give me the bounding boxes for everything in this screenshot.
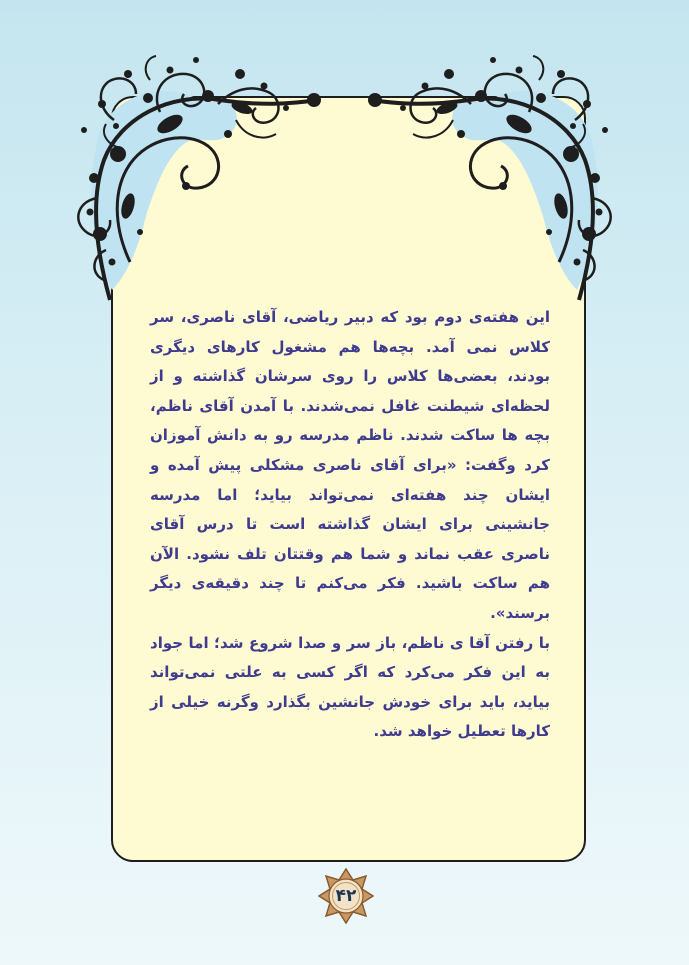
page-number: ۴۲ xyxy=(335,886,357,906)
left-corner-ornament xyxy=(78,56,321,300)
story-paragraph-1: این هفته‌ی دوم بود که دبیر ریاضی، آقای ناصری، سر کلاس نمی آمد. بچه‌ها هم مشغول کارهای دیگری بودند، بعضی‌ها کلاس را روی سرشان گذاشته و از لحظه‌ای شیطنت غافل نمی‌شدند. با آمدن آقای ناظم، بچه ها ساکت شدند. ناظم مدرسه رو به دانش آموزان کرد وگفت: «برای آقای ناصری مشکلی پیش آمده و ایشان چند هفته‌ای نمی‌تواند بیاید؛ اما مدرسه جانشینی برای ایشان گذاشته است تا درس آقای ناصری عقب نماند و شما هم وقتتان تلف نشود. الآن هم ساکت باشید. فکر می‌کنم تا چند دقیقه‌ی دیگر برسند». xyxy=(150,308,550,622)
right-corner-ornament xyxy=(368,56,611,300)
story-paragraph-2: با رفتن آقا ی ناظم، باز سر و صدا شروع شد؛ اما جواد به این فکر می‌کرد که اگر کسی به علتی نمی‌تواند بیاید، باید برای خودش جانشین بگذارد وگرنه خیلی از کارها تعطیل خواهد شد. xyxy=(150,633,550,741)
story-text xyxy=(150,303,550,747)
page-number-badge xyxy=(318,868,374,924)
